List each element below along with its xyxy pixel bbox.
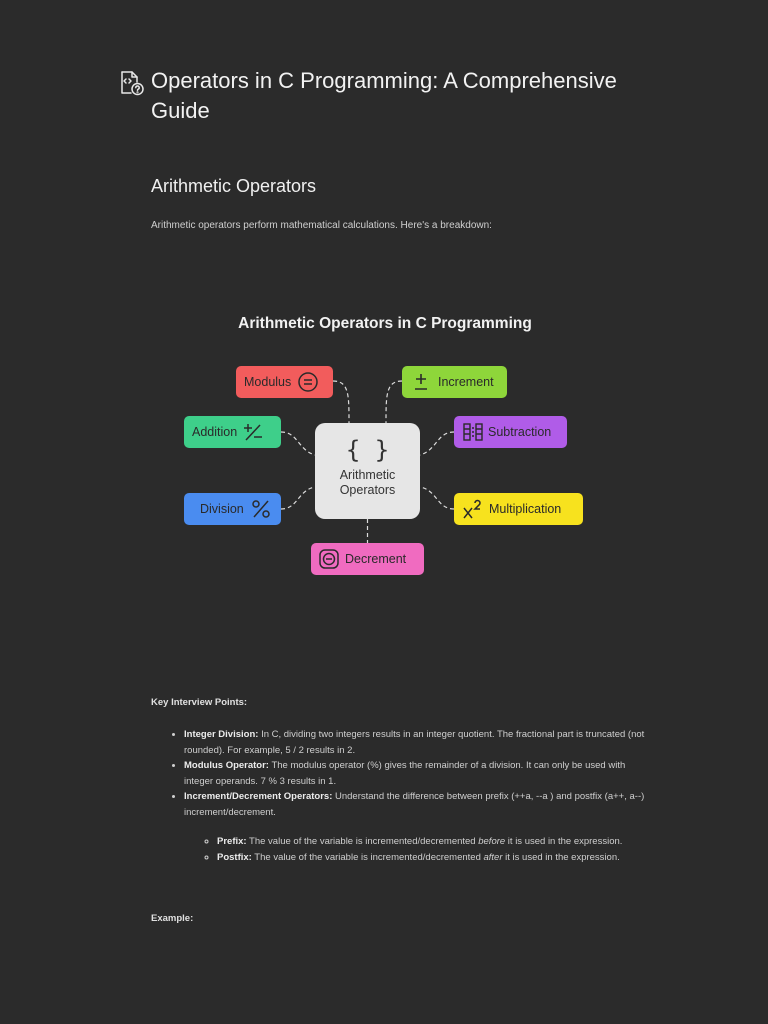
x-squared-icon — [462, 498, 484, 520]
point-title: Increment/Decrement Operators: — [184, 791, 333, 802]
example-heading: Example: — [151, 913, 194, 924]
diagram-title: Arithmetic Operators in C Programming — [238, 315, 532, 332]
equals-circle-icon — [297, 371, 319, 393]
list-item — [184, 727, 654, 758]
point-title: Integer Division: — [184, 729, 259, 740]
percent-icon — [250, 498, 272, 520]
minus-circle-icon — [318, 548, 340, 570]
sub-point-title: Postfix: — [217, 851, 252, 863]
operators-diagram — [170, 300, 600, 600]
code-file-question-icon — [118, 69, 146, 97]
sub-point-title: Prefix: — [217, 836, 247, 847]
sub-point-text: The value of the variable is incremented/decremented — [246, 836, 479, 847]
sub-point-text: it is used in the expression. — [505, 836, 623, 847]
node-decrement — [311, 543, 424, 575]
point-text: The modulus operator (%) gives the remainder of a division. It can only be used with integer operands. 7 % 3 results in 1. — [184, 760, 626, 787]
node-multiplication-label: Multiplication — [489, 502, 562, 516]
plus-slash-minus-icon — [242, 421, 264, 443]
center-label: Arithmetic Operators — [339, 468, 396, 497]
point-text: In C, dividing two integers results in an integer quotient. The fractional part is truncated (not rounded). For example, 5 / 2 results in 2. — [184, 729, 645, 756]
intro-text: Arithmetic operators perform mathematical calculations. Here's a breakdown: — [151, 220, 492, 231]
plus-minus-icon — [410, 371, 432, 393]
center-node — [315, 423, 420, 519]
node-increment-label: Increment — [438, 375, 494, 389]
title-row — [118, 66, 678, 126]
sub-point-emphasis: before — [478, 836, 506, 847]
key-points-heading: Key Interview Points: — [151, 697, 248, 708]
node-modulus — [236, 366, 333, 398]
grid-blocks-icon — [462, 421, 484, 443]
node-subtraction-label: Subtraction — [488, 425, 552, 439]
node-division-label: Division — [200, 502, 244, 516]
node-modulus-label: Modulus — [244, 375, 292, 389]
node-subtraction — [454, 416, 567, 448]
list-item — [184, 789, 654, 865]
sub-point-emphasis: after — [483, 851, 503, 863]
node-decrement-label: Decrement — [345, 552, 407, 566]
braces-icon: { } — [345, 436, 390, 464]
node-addition-label: Addition — [192, 425, 238, 439]
list-item — [217, 850, 654, 866]
page-title: Operators in C Programming: A Comprehensive Guide — [151, 68, 617, 123]
node-addition — [184, 416, 281, 448]
section-title: Arithmetic Operators — [151, 176, 317, 196]
sub-point-text: The value of the variable is incremented/decremented — [251, 851, 484, 863]
sub-points-list — [184, 834, 654, 865]
list-item — [184, 758, 654, 789]
list-item — [217, 834, 654, 850]
point-text: Understand the difference between prefix (++a, --a ) and postfix (a++, a--) increment/decrement. — [184, 791, 645, 818]
node-division — [184, 493, 281, 525]
node-multiplication — [454, 493, 583, 525]
point-title: Modulus Operator: — [184, 760, 269, 771]
node-increment — [402, 366, 507, 398]
sub-point-text: it is used in the expression. — [502, 851, 620, 863]
key-points-list — [151, 727, 654, 865]
